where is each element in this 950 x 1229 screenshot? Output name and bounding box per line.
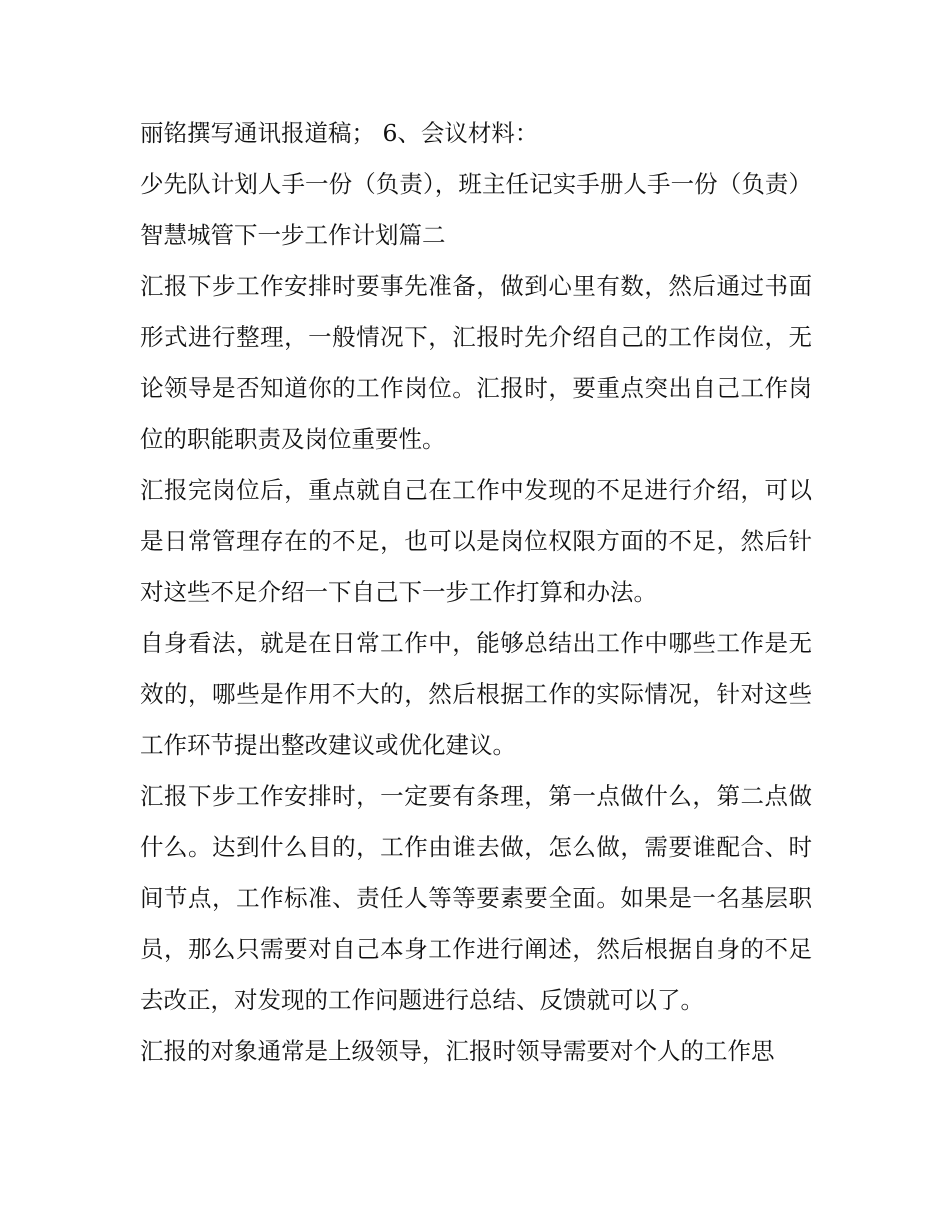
document-body xyxy=(140,108,812,1077)
paragraph-2: 少先队计划人手一份（负责），班主任记实手册人手一份（负责） 智慧城管下一步工作计划篇二 xyxy=(140,170,812,249)
paragraph-4: 汇报完岗位后，重点就自己在工作中发现的不足进行介绍，可以是日常管理存在的不足，也可以是岗位权限方面的不足，然后针对这些不足介绍一下自己下一步工作打算和办法。 xyxy=(140,476,812,606)
paragraph-3: 汇报下步工作安排时要事先准备，做到心里有数，然后通过书面形式进行整理，一般情况下，汇报时先介绍自己的工作岗位，无论领导是否知道你的工作岗位。汇报时，要重点突出自己工作岗位的职能职责及岗位重要性。 xyxy=(140,272,812,453)
paragraph-1: 丽铭撰写通讯报道稿； 6、会议材料： xyxy=(140,119,539,147)
paragraph-7: 汇报的对象通常是上级领导，汇报时领导需要对个人的工作思 xyxy=(140,1037,775,1065)
paragraph-5: 自身看法，就是在日常工作中，能够总结出工作中哪些工作是无效的，哪些是作用不大的，然后根据工作的实际情况，针对这些工作环节提出整改建议或优化建议。 xyxy=(140,629,812,759)
paragraph-6: 汇报下步工作安排时，一定要有条理，第一点做什么，第二点做什么。达到什么目的，工作由谁去做，怎么做，需要谁配合、时间节点，工作标准、责任人等等要素要全面。如果是一名基层职员，那么只需要对自己本身工作进行阐述，然后根据自身的不足去改正，对发现的工作问题进行总结、反馈就可以了。 xyxy=(140,782,812,1014)
